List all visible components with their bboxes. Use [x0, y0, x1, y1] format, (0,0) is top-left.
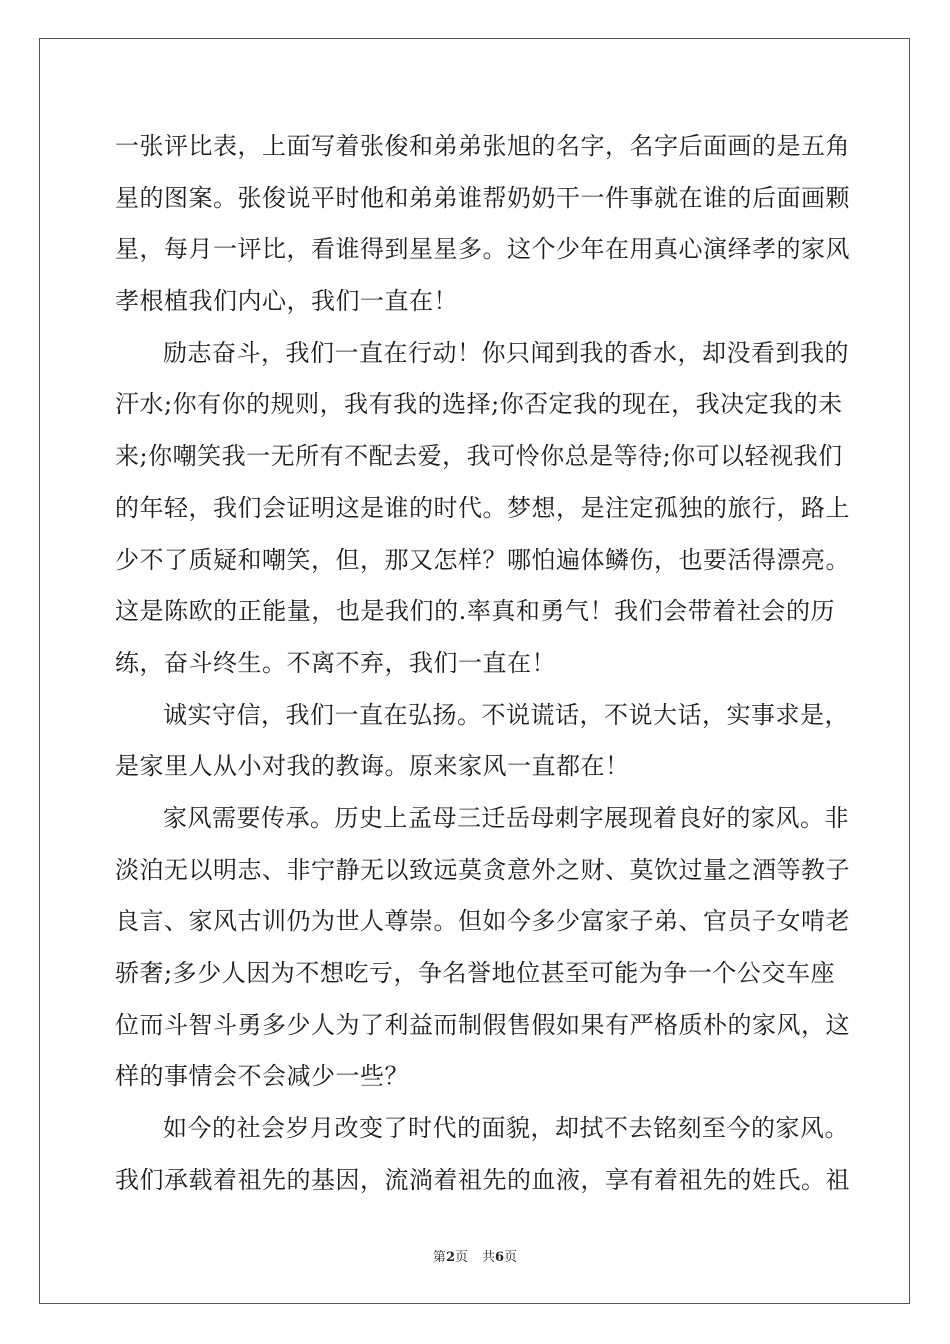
text-line: 样的事情会不会减少一些？ — [115, 1062, 409, 1091]
current-page: 2 — [445, 1250, 455, 1265]
text-line: 星，每月一评比，看谁得到星星多。这个少年在用真心演绎孝的家风 — [115, 235, 850, 264]
text-line: 练，奋斗终生。不离不弃，我们一直在！ — [115, 648, 556, 677]
text-line: 良言、家风古训仍为世人尊崇。但如今多少富家子弟、官员子女啃老 — [115, 907, 850, 936]
page-suffix: 页 — [454, 1250, 468, 1265]
text-line: 孝根植我们内心，我们一直在！ — [115, 287, 458, 316]
total-prefix: 共 — [482, 1250, 496, 1265]
text-line: 的年轻，我们会证明这是谁的时代。梦想，是注定孤独的旅行，路上 — [115, 493, 850, 522]
text-line: 骄奢;多少人因为不想吃亏，争名誉地位甚至可能为争一个公交车座 — [115, 959, 835, 987]
total-pages: 6 — [495, 1250, 505, 1265]
text-line: 来;你嘲笑我一无所有不配去爱，我可怜你总是等待;你可以轻视我们 — [115, 442, 843, 471]
document-body — [115, 121, 850, 1206]
text-line: 星的图案。张俊说平时他和弟弟谁帮奶奶干一件事就在谁的后面画颗 — [115, 183, 850, 212]
text-line: 少不了质疑和嘲笑，但，那又怎样？哪怕遍体鳞伤，也要活得漂亮。 — [115, 545, 850, 574]
total-suffix: 页 — [504, 1250, 518, 1265]
text-line: 汗水;你有你的规则，我有我的选择;你否定我的现在，我决定我的未 — [115, 390, 843, 419]
paragraph-start-line: 诚实守信，我们一直在弘扬。不说谎话，不说大话，实事求是， — [163, 700, 849, 729]
page-footer — [0, 1246, 950, 1265]
text-line: 位而斗智斗勇多少人为了利益而制假售假如果有严格质朴的家风，这 — [115, 1010, 850, 1039]
page-prefix: 第 — [432, 1250, 446, 1265]
paragraph-start-line: 如今的社会岁月改变了时代的面貌，却拭不去铭刻至今的家风。 — [163, 1114, 849, 1143]
text-line: 一张评比表，上面写着张俊和弟弟张旭的名字，名字后面画的是五角 — [115, 132, 850, 160]
page-number — [433, 1246, 468, 1265]
text-line: 我们承载着祖先的基因，流淌着祖先的血液，享有着祖先的姓氏。祖 — [115, 1165, 850, 1194]
paragraph-start-line: 家风需要传承。历史上孟母三迁岳母刺字展现着良好的家风。非 — [163, 803, 849, 832]
text-line: 是家里人从小对我的教诲。原来家风一直都在！ — [115, 752, 630, 781]
text-line: 淡泊无以明志、非宁静无以致远莫贪意外之财、莫饮过量之酒等教子 — [115, 855, 850, 884]
page-total — [482, 1246, 517, 1265]
text-line: 这是陈欧的正能量，也是我们的.率真和勇气！我们会带着社会的历 — [115, 597, 835, 626]
paragraph-start-line: 励志奋斗，我们一直在行动！你只闻到我的香水，却没看到我的 — [163, 338, 849, 367]
